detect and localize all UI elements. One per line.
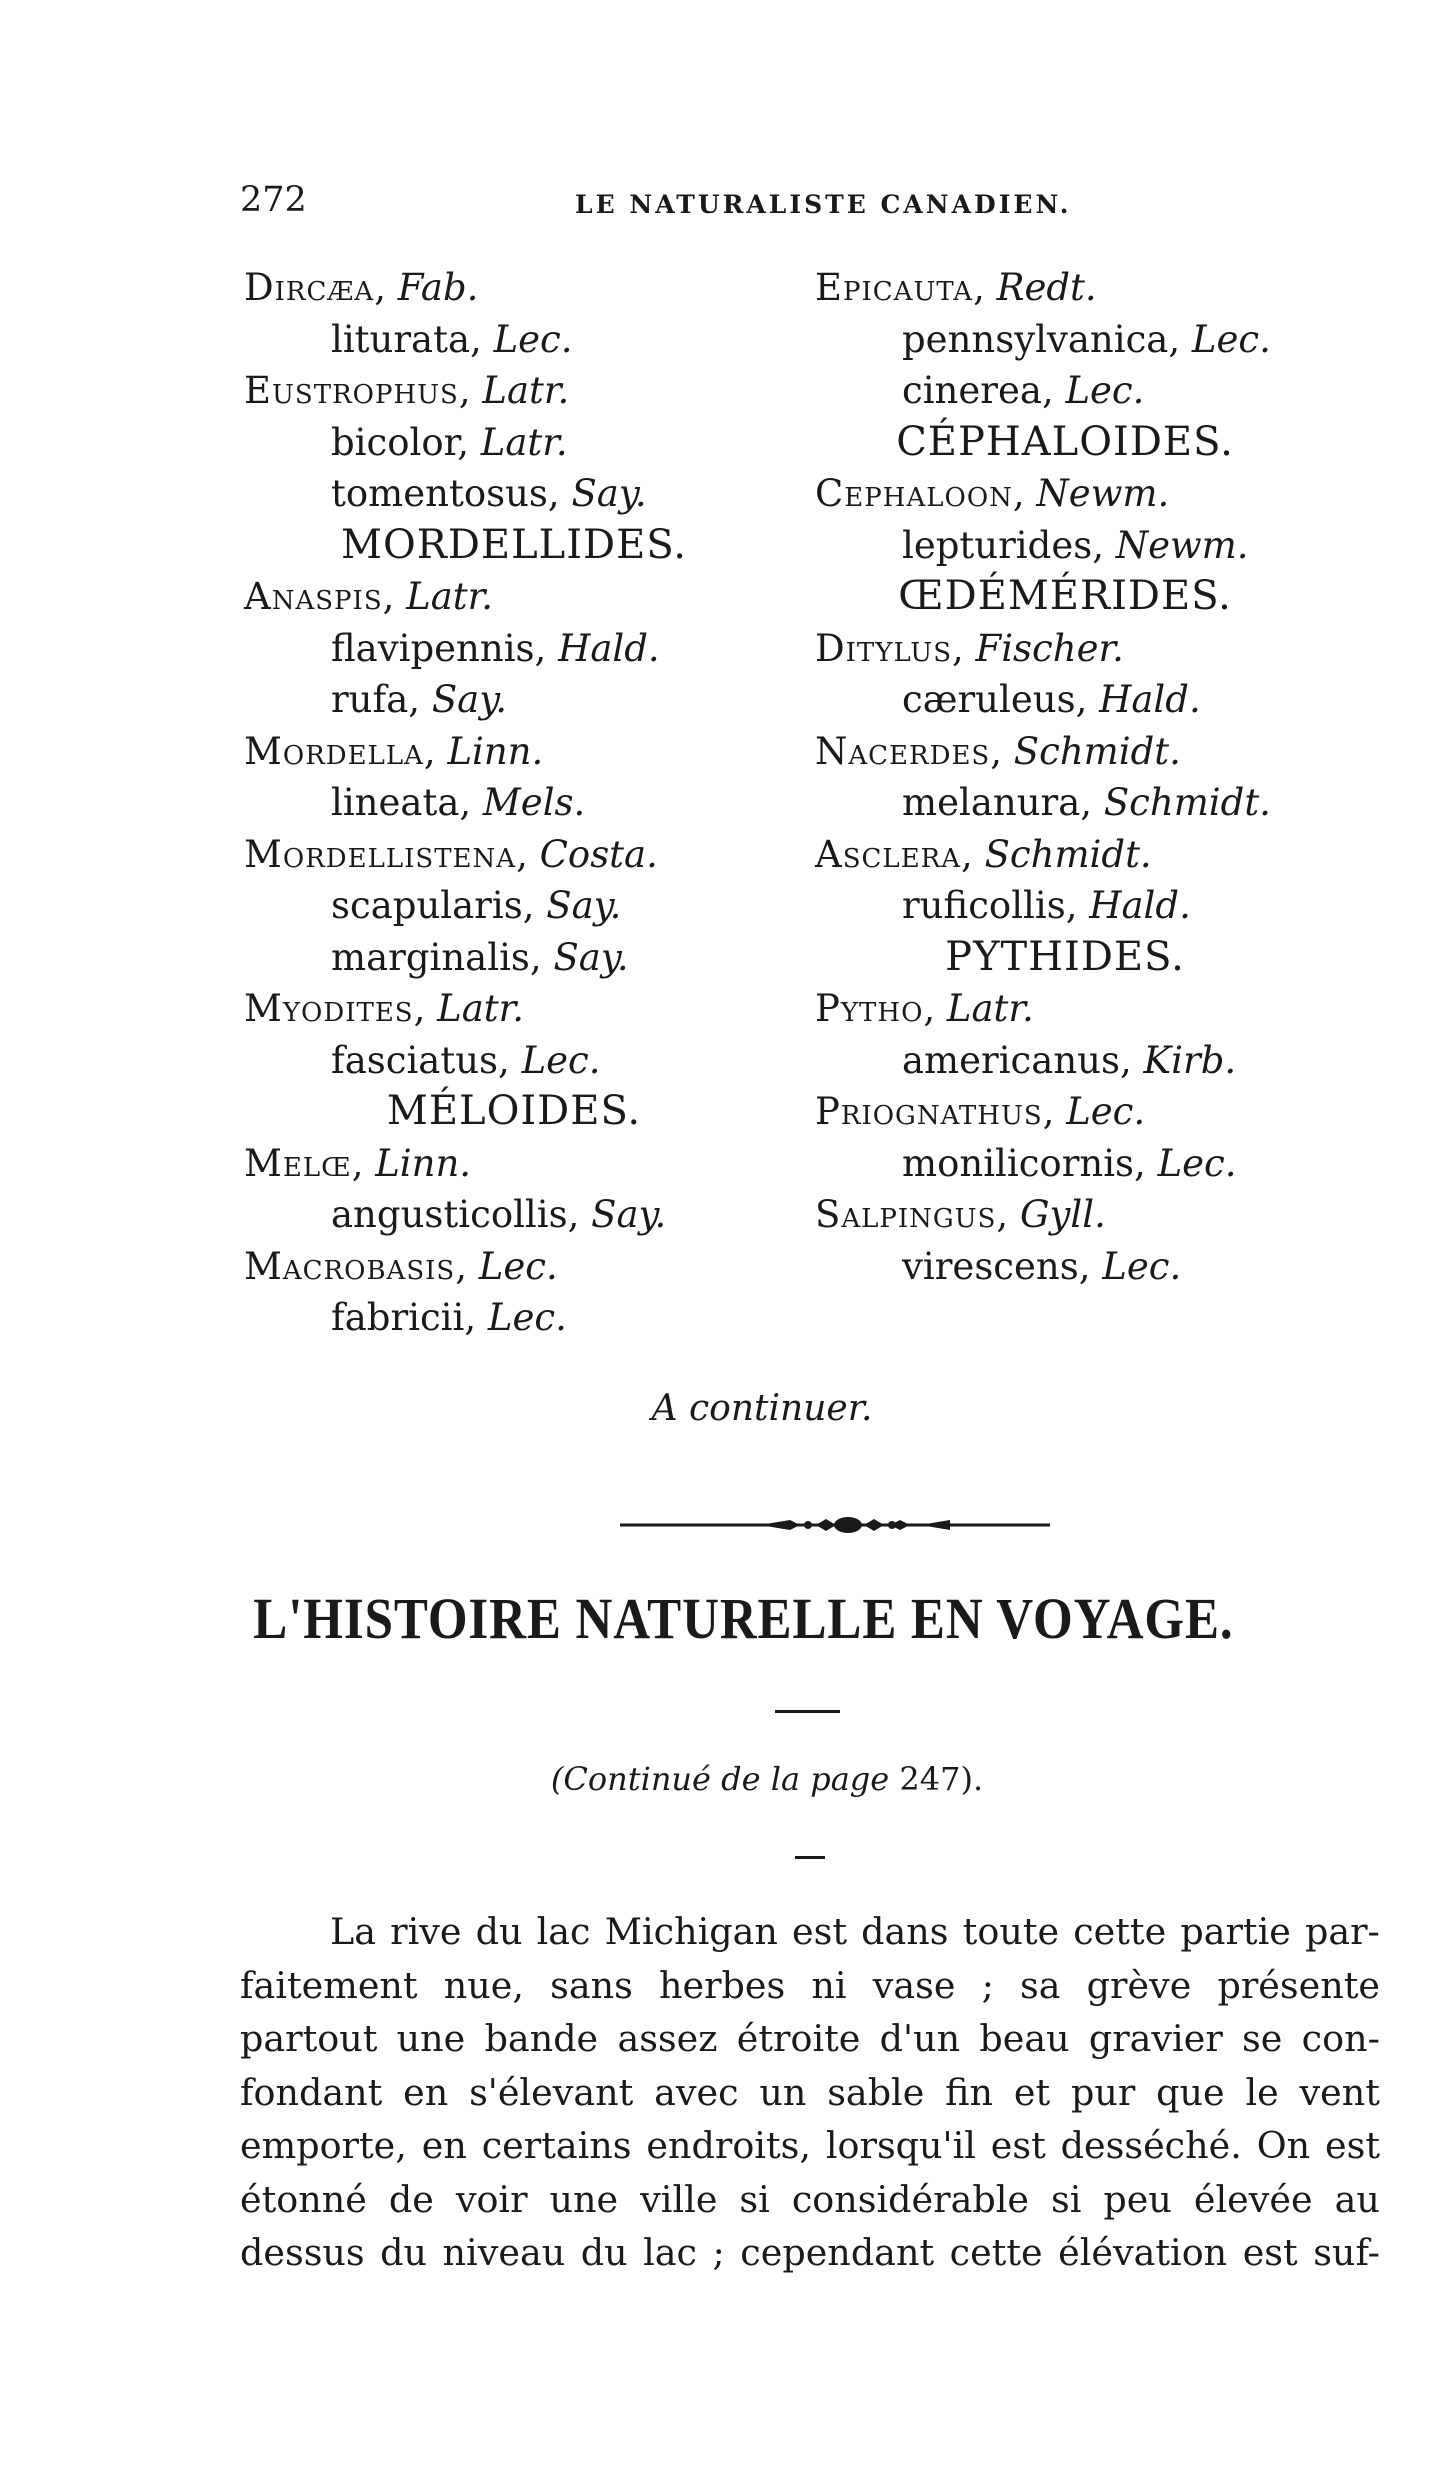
genus-entry: Ditylus, Fischer. — [815, 626, 1124, 670]
taxon-name: Melœ — [244, 1141, 352, 1185]
taxon-name: liturata — [331, 317, 471, 361]
taxon-name: cæruleus — [902, 678, 1076, 721]
species-entry: ruficollis, Hald. — [902, 884, 1191, 927]
species-entry: marginalis, Say. — [331, 935, 629, 979]
taxon-name: Cephaloon — [815, 472, 1013, 515]
paragraph-line: fondant en s'élevant avec un sable fin et pur que le vent — [240, 2070, 1380, 2114]
taxon-author: Say. — [431, 678, 507, 721]
species-list-right-column — [815, 262, 1315, 1292]
genus-entry: Epicauta, Redt. — [815, 266, 1097, 309]
species-entry: fasciatus, Lec. — [331, 1038, 601, 1082]
genus-entry: Dircæa, Fab. — [244, 266, 479, 309]
taxon-name: Myodites — [244, 987, 414, 1030]
species-entry: pennsylvanica, Lec. — [902, 317, 1271, 361]
taxon-author: Lec. — [487, 1296, 567, 1339]
paragraph-line: partout une bande assez étroite d'un beau gravier se con- — [240, 2017, 1380, 2060]
species-entry: fabricii, Lec. — [331, 1296, 567, 1339]
article-paragraph — [240, 1905, 1380, 2280]
title-rule — [775, 1710, 840, 1713]
taxon-name: Macrobasis — [244, 1244, 456, 1288]
taxon-author: Lec. — [493, 317, 573, 361]
taxon-name: Pytho — [815, 987, 924, 1030]
subtitle-text: (Continué de la page — [550, 1760, 890, 1798]
taxon-author: Fab. — [397, 266, 479, 309]
taxon-name: Priognathus — [815, 1090, 1043, 1133]
taxon-author: Kirb. — [1143, 1038, 1237, 1082]
ornament-divider — [620, 1510, 1050, 1540]
taxon-name: melanura — [902, 781, 1081, 824]
species-entry: melanura, Schmidt. — [902, 781, 1271, 824]
genus-entry: Melœ, Linn. — [244, 1141, 472, 1185]
taxon-name: Epicauta — [815, 266, 974, 309]
taxon-author: Latr. — [437, 987, 525, 1030]
taxon-name: tomentosus — [331, 472, 548, 515]
species-entry: flavipennis, Hald. — [331, 626, 660, 670]
species-entry: cæruleus, Hald. — [902, 678, 1201, 721]
subtitle-page: 247). — [899, 1760, 984, 1798]
genus-entry: Macrobasis, Lec. — [244, 1244, 558, 1288]
family-heading — [815, 571, 1315, 623]
taxon-name: lepturides — [902, 523, 1093, 567]
taxon-author: Lec. — [1191, 317, 1271, 361]
taxon-name: fabricii — [331, 1296, 465, 1339]
taxon-author: Hald. — [558, 626, 660, 670]
species-entry: scapularis, Say. — [331, 884, 622, 927]
taxon-author: Latr. — [406, 575, 494, 618]
taxon-name: Salpingus — [815, 1193, 997, 1236]
genus-entry: Mordella, Linn. — [244, 729, 544, 773]
family-heading — [815, 417, 1315, 469]
taxon-author: Hald. — [1089, 884, 1191, 927]
taxon-name: bicolor — [331, 420, 458, 464]
family-heading — [815, 932, 1315, 984]
species-entry: angusticollis, Say. — [331, 1193, 667, 1236]
taxon-author: Lec. — [521, 1038, 601, 1082]
taxon-name: ŒDÉMÉRIDES. — [898, 573, 1232, 619]
taxon-author: Schmidt. — [984, 832, 1152, 876]
taxon-name: Anaspis — [244, 575, 383, 618]
species-entry: bicolor, Latr. — [331, 420, 568, 464]
taxon-name: pennsylvanica — [902, 317, 1169, 361]
taxon-name: Nacerdes — [815, 729, 991, 773]
taxon-name: PYTHIDES. — [945, 933, 1185, 980]
article-title: L'HISTOIRE NATURELLE EN VOYAGE. — [253, 1586, 1234, 1651]
genus-entry: Anaspis, Latr. — [244, 575, 494, 618]
taxon-author: Linn. — [375, 1141, 472, 1185]
genus-entry: Nacerdes, Schmidt. — [815, 729, 1181, 773]
genus-entry: Mordellistena, Costa. — [244, 832, 658, 876]
taxon-author: Schmidt. — [1103, 781, 1271, 824]
taxon-name: MÉLOIDES. — [386, 1088, 642, 1134]
taxon-name: angusticollis — [331, 1193, 568, 1236]
taxon-name: MORDELLIDES. — [340, 521, 688, 568]
taxon-name: Eustrophus — [244, 369, 459, 412]
taxon-author: Lec. — [1157, 1141, 1237, 1185]
taxon-author: Latr. — [480, 420, 568, 464]
species-entry: lineata, Mels. — [331, 781, 586, 824]
taxon-name: Mordella — [244, 729, 424, 773]
taxon-name: cinerea — [902, 369, 1042, 412]
taxon-author: Hald. — [1099, 678, 1201, 721]
taxon-name: Asclera — [815, 832, 962, 876]
genus-entry: Asclera, Schmidt. — [815, 832, 1152, 876]
taxon-name: Ditylus — [815, 626, 953, 670]
taxon-name: Dircæa — [244, 266, 375, 309]
page-header — [240, 180, 1390, 230]
taxon-author: Lec. — [478, 1244, 558, 1288]
paragraph-line: faitement nue, sans herbes ni vase ; sa grève présente — [240, 1963, 1380, 2007]
species-entry: virescens, Lec. — [902, 1244, 1182, 1288]
taxon-name: fasciatus — [331, 1038, 499, 1082]
article-subtitle — [0, 1760, 1434, 1798]
taxon-author: Newm. — [1115, 523, 1249, 567]
taxon-author: Costa. — [539, 832, 658, 876]
taxon-author: Say. — [591, 1193, 667, 1236]
species-entry: tomentosus, Say. — [331, 472, 647, 515]
genus-entry: Myodites, Latr. — [244, 987, 525, 1030]
taxon-author: Say. — [571, 472, 647, 515]
paragraph-line: dessus du niveau du lac ; cependant cette élévation est suf- — [240, 2231, 1380, 2274]
taxon-author: Fischer. — [975, 626, 1124, 670]
taxon-author: Latr. — [946, 987, 1034, 1030]
taxon-author: Lec. — [1065, 369, 1145, 412]
taxon-author: Mels. — [482, 781, 586, 824]
species-entry: liturata, Lec. — [331, 317, 573, 361]
species-entry: rufa, Say. — [331, 678, 507, 721]
taxon-name: flavipennis — [331, 626, 535, 670]
taxon-name: scapularis — [331, 884, 523, 927]
taxon-author: Lec. — [1066, 1090, 1146, 1133]
genus-entry: Eustrophus, Latr. — [244, 369, 570, 412]
genus-entry: Pytho, Latr. — [815, 987, 1034, 1030]
species-list-left-column — [244, 262, 764, 1344]
genus-entry: Priognathus, Lec. — [815, 1090, 1146, 1133]
taxon-name: CÉPHALOIDES. — [896, 418, 1234, 465]
taxon-author: Linn. — [447, 729, 544, 773]
taxon-author: Say. — [546, 884, 622, 927]
paragraph-line: La rive du lac Michigan est dans toute cette partie par- — [330, 1910, 1380, 1953]
taxon-author: Say. — [553, 935, 629, 979]
taxon-name: virescens — [902, 1244, 1079, 1288]
taxon-name: lineata — [331, 781, 460, 824]
genus-entry: Cephaloon, Newm. — [815, 472, 1170, 515]
taxon-author: Redt. — [996, 266, 1097, 309]
taxon-author: Latr. — [482, 369, 570, 412]
taxon-name: monilicornis — [902, 1141, 1135, 1185]
taxon-name: Mordellistena — [244, 832, 517, 876]
species-entry: lepturides, Newm. — [902, 523, 1249, 567]
family-heading — [244, 520, 764, 572]
taxon-author: Schmidt. — [1013, 729, 1181, 773]
subtitle-rule — [795, 1856, 825, 1859]
species-entry: americanus, Kirb. — [902, 1038, 1237, 1082]
taxon-author: Gyll. — [1019, 1193, 1106, 1236]
page-number: 272 — [240, 180, 307, 220]
taxon-name: americanus — [902, 1038, 1120, 1082]
taxon-name: rufa — [331, 678, 409, 721]
paragraph-line: étonné de voir une ville si considérable si peu élevée au — [240, 2177, 1380, 2221]
taxon-name: ruficollis — [902, 884, 1066, 927]
taxon-author: Lec. — [1102, 1244, 1182, 1288]
running-title: LE NATURALISTE CANADIEN. — [575, 190, 1072, 219]
family-heading — [244, 1086, 764, 1138]
taxon-name: marginalis — [331, 935, 530, 979]
taxon-author: Newm. — [1036, 472, 1170, 515]
continuation-note: A continuer. — [651, 1388, 873, 1429]
paragraph-line: emporte, en certains endroits, lorsqu'il est desséché. On est — [240, 2124, 1380, 2167]
species-entry: cinerea, Lec. — [902, 369, 1145, 412]
genus-entry: Salpingus, Gyll. — [815, 1193, 1106, 1236]
species-entry: monilicornis, Lec. — [902, 1141, 1237, 1185]
